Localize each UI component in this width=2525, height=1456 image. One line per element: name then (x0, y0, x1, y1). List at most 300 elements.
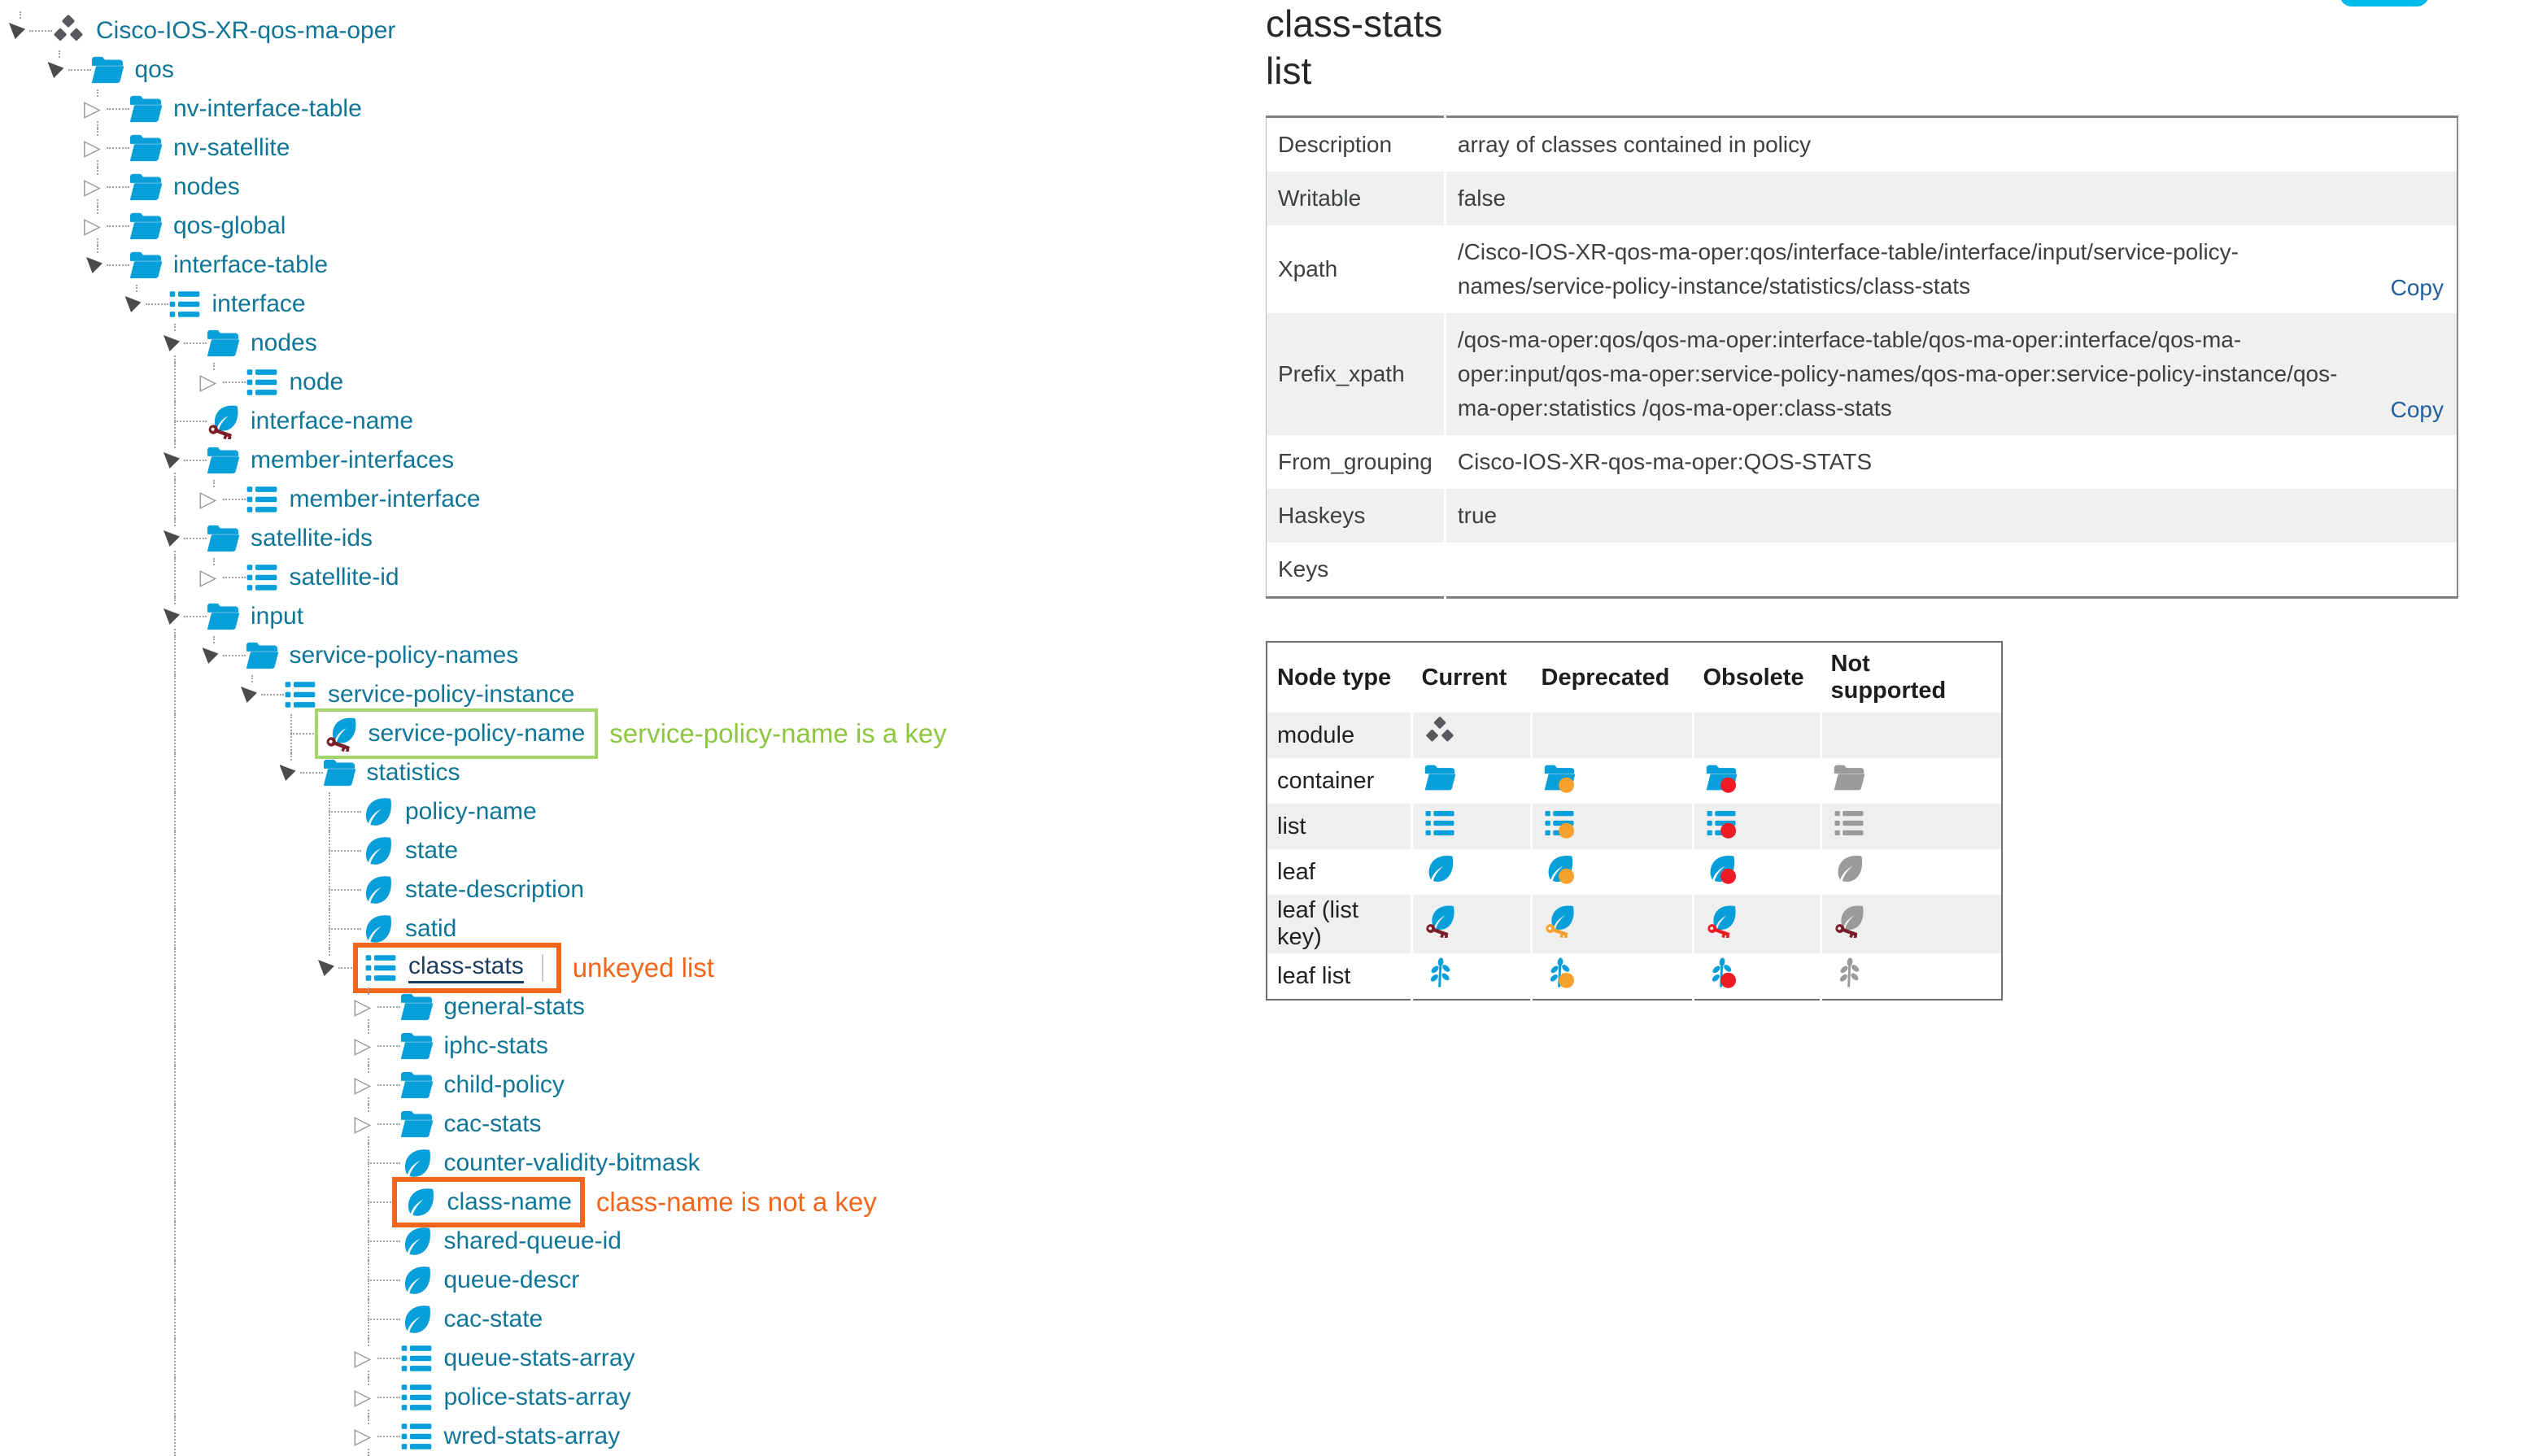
expand-icon[interactable]: ▷ (354, 1111, 372, 1136)
leaf-icon (360, 911, 395, 947)
list-icon (363, 950, 399, 986)
leaf-icon (1832, 852, 1866, 886)
tree-guide (174, 402, 176, 421)
detail-subtitle: list (1266, 50, 1312, 92)
tree-node-label[interactable]: cac-state (443, 1306, 543, 1332)
container-icon (1542, 761, 1576, 795)
tree-guide (377, 1045, 400, 1047)
tree-guide (377, 1358, 400, 1359)
leaf-icon (360, 872, 395, 908)
tree-node-label[interactable]: interface-table (173, 251, 329, 278)
legend-label: leaf (list key) (1267, 895, 1412, 953)
tree-guide (329, 929, 330, 948)
tree-node-interface-name (0, 402, 1253, 441)
tree-node-child-policy (0, 1066, 1253, 1105)
tree-node-label[interactable]: policy-name (405, 798, 537, 825)
tree-node-label[interactable]: service-policy-name (368, 720, 586, 747)
container-icon (205, 442, 241, 478)
tree-node-nv-satellite (0, 129, 1253, 168)
container-icon (1704, 761, 1738, 795)
tree-guide (368, 1279, 400, 1281)
tree-guide (107, 108, 129, 110)
tree-node-general-stats (0, 987, 1253, 1027)
expand-icon[interactable]: ▷ (354, 1072, 372, 1097)
expand-icon[interactable]: ▷ (354, 1033, 372, 1058)
tree-node-statistics (0, 753, 1253, 792)
tree-guide (174, 636, 176, 675)
tree-node-wred-stats-array (0, 1417, 1253, 1456)
leaflist-icon (1832, 956, 1866, 990)
tree-guide (174, 1144, 176, 1183)
container-icon (399, 1028, 434, 1064)
tree-guide (368, 1162, 400, 1164)
tree-node-iphc-stats (0, 1027, 1253, 1066)
tree-node-member-interface (0, 480, 1253, 519)
tree-node-label[interactable]: state-description (405, 876, 585, 903)
leaflist-icon (1542, 956, 1576, 990)
expand-icon[interactable]: ▷ (84, 135, 101, 160)
detail-label: Haskeys (1267, 489, 1446, 543)
annotation-text: unkeyed list (572, 953, 714, 983)
tree-node-label[interactable]: general-stats (443, 993, 585, 1020)
tree-guide (174, 792, 176, 831)
expand-icon[interactable]: ▷ (199, 565, 217, 590)
tree-node-member-interfaces (0, 441, 1253, 480)
tree-guide (329, 889, 361, 891)
tree-guide (329, 831, 330, 851)
tree-guide (368, 1222, 369, 1241)
detail-label: Xpath (1278, 256, 1338, 281)
tree-node-label[interactable]: service-policy-names (289, 642, 519, 669)
tree-node-label[interactable]: Cisco-IOS-XR-qos-ma-oper (96, 17, 396, 44)
tree-guide (223, 381, 246, 383)
legend-icon-cell (1694, 804, 1821, 849)
tree-guide (300, 772, 323, 774)
copy-link[interactable]: Copy (2390, 275, 2444, 300)
legend-row-leaf list (1267, 953, 2002, 1000)
container-icon (244, 638, 280, 674)
expand-icon[interactable]: ▷ (84, 174, 101, 199)
tree-node-state (0, 831, 1253, 870)
tree-guide (174, 831, 176, 870)
tree-guide (174, 421, 207, 422)
tree-node-label[interactable]: child-policy (443, 1071, 565, 1098)
tree-guide (368, 1280, 369, 1300)
tree-guide (174, 1417, 176, 1456)
tree-guide (174, 1261, 176, 1300)
leaflist-icon (1704, 956, 1738, 990)
detail-value: /Cisco-IOS-XR-qos-ma-oper:qos/interface-table/interface/input/service-policy-names/service-policy-instance/statistics/class-stats Copy (1445, 225, 2457, 313)
tree-guide (329, 850, 361, 852)
highlight-box-green (315, 708, 599, 759)
list-icon (244, 364, 280, 400)
tree-node-label[interactable]: interface-name (251, 408, 414, 434)
copy-link[interactable]: Copy (2390, 397, 2444, 422)
expand-icon[interactable]: ▷ (354, 994, 372, 1019)
tree-guide (368, 1319, 400, 1320)
tree-guide (368, 1240, 400, 1242)
list-icon (1542, 806, 1576, 840)
tree-guide (368, 1319, 369, 1339)
leaflist-icon (1423, 956, 1457, 990)
tree-guide (174, 421, 176, 441)
tree-node-queue-stats-array (0, 1339, 1253, 1378)
tree-node-interface-table (0, 246, 1253, 285)
tree-node-interface (0, 285, 1253, 324)
tree-guide (377, 1123, 400, 1125)
tree-node-label[interactable]: member-interfaces (251, 447, 455, 473)
tree-node-satellite-ids (0, 519, 1253, 558)
tree-node-label[interactable]: queue-descr (443, 1266, 580, 1293)
legend-icon-cell (1412, 895, 1532, 953)
tree-node-cac-stats (0, 1105, 1253, 1144)
tree-guide (184, 342, 207, 344)
leaf-icon (399, 1145, 434, 1181)
tree-guide (184, 538, 207, 539)
tree-guide (174, 1300, 176, 1339)
legend-icon-cell (1821, 758, 2003, 804)
tree-node-label[interactable]: nv-satellite (173, 134, 290, 161)
tree-node-label[interactable]: class-stats (408, 953, 524, 983)
tree-node-label[interactable]: input (251, 603, 304, 630)
tree-guide (368, 1163, 369, 1183)
tree-node-shared-queue-id (0, 1222, 1253, 1261)
tree-node-nodes (0, 324, 1253, 363)
tree-node-node (0, 363, 1253, 402)
tree-node-label[interactable]: node (289, 368, 344, 395)
tree-guide (107, 186, 129, 188)
expand-icon[interactable]: ▷ (84, 96, 101, 121)
tree-node-label[interactable]: qos (134, 56, 174, 83)
node-type-legend-table (1266, 641, 2003, 1000)
leaf-icon (1542, 852, 1576, 886)
legend-row-list (1267, 804, 2002, 849)
tree-guide (329, 851, 330, 870)
expand-icon[interactable]: ▷ (199, 486, 217, 512)
leafkey-icon (323, 716, 359, 752)
tree-guide (107, 225, 129, 227)
tree-node-qos-global (0, 207, 1253, 246)
legend-icon-cell (1694, 758, 1821, 804)
detail-title: class-stats (1266, 2, 1443, 45)
tree-node-satellite-id (0, 558, 1253, 597)
tree-node-label[interactable]: nodes (173, 173, 240, 200)
leafkey-icon (1832, 904, 1866, 938)
container-icon (399, 1106, 434, 1142)
container-icon (321, 755, 357, 791)
detail-label: Keys (1278, 556, 1329, 582)
container-icon (205, 599, 241, 634)
tree-guide (174, 1066, 176, 1105)
tree-guide (174, 675, 176, 714)
list-icon (1423, 806, 1457, 840)
tree-node-class-stats (0, 948, 1253, 987)
tree-guide (329, 909, 330, 929)
detail-label: Writable (1267, 172, 1446, 225)
list-icon (399, 1419, 434, 1454)
tree-node-label[interactable]: queue-stats-array (443, 1345, 635, 1371)
legend-icon-cell (1694, 895, 1821, 953)
expand-icon[interactable]: ▷ (354, 1345, 372, 1371)
tree-guide (261, 694, 284, 695)
tree-guide (368, 1261, 369, 1280)
expand-icon[interactable]: ▷ (354, 1423, 372, 1449)
tree-guide (184, 616, 207, 617)
container-icon (1832, 761, 1866, 795)
tree-guide (174, 558, 176, 597)
tree-node-label[interactable]: iphc-stats (443, 1032, 548, 1059)
legend-icon-cell (1821, 849, 2003, 895)
annotation-text: class-name is not a key (595, 1187, 877, 1217)
tree-guide (329, 870, 330, 890)
detail-value: Cisco-IOS-XR-qos-ma-oper:QOS-STATS (1445, 435, 2457, 489)
legend-icon-cell (1532, 804, 1694, 849)
container-icon (89, 52, 125, 88)
expand-icon[interactable]: ▷ (84, 213, 101, 238)
tree-guide (368, 1183, 369, 1202)
tree-guide (174, 1027, 176, 1066)
legend-icon-cell (1532, 713, 1694, 758)
list-icon (282, 677, 318, 713)
detail-value: array of classes contained in policy (1445, 117, 2457, 172)
legend-label: module (1267, 713, 1412, 758)
tree-guide (107, 264, 129, 266)
tree-guide (377, 1084, 400, 1086)
legend-row-leaf (list key) (1267, 895, 2002, 953)
tree-node-nv-interface-table (0, 89, 1253, 129)
node-detail-panel (1266, 0, 2462, 1000)
tree-node-label[interactable]: class-name (447, 1188, 572, 1215)
tree-node-policy-name (0, 792, 1253, 831)
expand-icon[interactable]: ▷ (354, 1384, 372, 1410)
expand-icon[interactable]: ▷ (199, 369, 217, 395)
tree-guide (377, 1006, 400, 1008)
tree-node-service-policy-names (0, 636, 1253, 675)
tree-node-label[interactable]: nodes (251, 329, 317, 356)
legend-header: Obsolete (1703, 664, 1804, 691)
tree-node-queue-descr (0, 1261, 1253, 1300)
tree-node-label[interactable]: nv-interface-table (173, 95, 362, 122)
tree-guide (174, 1105, 176, 1144)
leafkey-icon (205, 403, 241, 439)
detail-row-Description (1267, 117, 2458, 172)
tree-node-label[interactable]: police-stats-array (443, 1384, 631, 1410)
detail-row-Prefix_xpath (1267, 313, 2458, 435)
leafkey-icon (1542, 904, 1576, 938)
tree-guide (329, 890, 330, 909)
tree-node-label[interactable]: satellite-id (289, 564, 399, 591)
tree-guide (223, 577, 246, 578)
tree-node-label[interactable]: state (405, 837, 459, 864)
tree-guide (174, 714, 176, 753)
highlight-box-orange (392, 1177, 585, 1227)
tree-guide (377, 1397, 400, 1398)
container-icon (128, 169, 164, 205)
yang-model-tree (0, 11, 1253, 1456)
tree-guide (107, 147, 129, 149)
tree-guide (368, 1241, 369, 1261)
leaf-icon (399, 1301, 434, 1337)
tree-guide (368, 1144, 369, 1163)
tree-guide (174, 1378, 176, 1417)
tree-guide (290, 734, 292, 753)
container-icon (128, 247, 164, 283)
leaf-icon (399, 1223, 434, 1259)
tree-node-label[interactable]: statistics (366, 759, 460, 786)
annotation-text: service-policy-name is a key (609, 718, 947, 748)
tree-node-label[interactable]: member-interface (289, 486, 481, 512)
legend-header: Current (1421, 664, 1507, 691)
tree-node-service-policy-name (0, 714, 1253, 753)
legend-icon-cell (1821, 953, 2003, 1000)
leafkey-icon (1704, 904, 1738, 938)
legend-icon-cell (1821, 895, 2003, 953)
container-icon (205, 521, 241, 556)
tree-guide (174, 480, 176, 519)
tree-guide (329, 812, 330, 831)
list-icon (1704, 806, 1738, 840)
tree-guide (223, 499, 246, 500)
tree-node-class-name (0, 1183, 1253, 1222)
leaf-icon (360, 794, 395, 830)
legend-header-row (1267, 642, 2002, 713)
legend-icon-cell (1412, 804, 1532, 849)
legend-icon-cell (1694, 713, 1821, 758)
tree-guide (368, 1202, 369, 1222)
tree-guide (184, 460, 207, 461)
tree-guide (146, 303, 168, 305)
tree-node-state-description (0, 870, 1253, 909)
tree-node-label[interactable]: cac-stats (443, 1110, 542, 1137)
list-icon (399, 1340, 434, 1376)
list-icon (399, 1380, 434, 1415)
module-icon (1423, 715, 1457, 749)
module-icon (50, 13, 86, 49)
tree-guide (329, 811, 361, 813)
detail-row-From_grouping (1267, 435, 2458, 489)
leaf-icon (402, 1184, 438, 1220)
tree-guide (174, 1339, 176, 1378)
legend-icon-cell (1412, 713, 1532, 758)
legend-row-leaf (1267, 849, 2002, 895)
detail-label: Description (1278, 132, 1393, 157)
tree-guide (174, 909, 176, 948)
tree-node-police-stats-array (0, 1378, 1253, 1417)
legend-icon-cell (1412, 953, 1532, 1000)
tree-node-label[interactable]: satellite-ids (251, 525, 373, 551)
tree-guide (368, 1300, 369, 1319)
legend-icon-cell (1694, 953, 1821, 1000)
tree-guide (377, 1436, 400, 1437)
tree-guide (68, 69, 91, 71)
legend-header: Node type (1277, 664, 1392, 691)
detail-label: Prefix_xpath (1267, 313, 1446, 435)
detail-value: /qos-ma-oper:qos/qos-ma-oper:interface-table/qos-ma-oper:interface/qos-ma-oper:input/qos-ma-oper:service-policy-names/qos-ma-oper:service-policy-instance/qos-ma-oper:statistics /qos-ma-oper:class-stats Copy (1445, 313, 2457, 435)
legend-icon-cell (1532, 895, 1694, 953)
tree-node-input (0, 597, 1253, 636)
tree-guide (290, 714, 292, 734)
list-icon (167, 286, 203, 322)
tree-guide (174, 1222, 176, 1261)
node-properties-table (1266, 116, 2458, 599)
detail-value (1445, 543, 2457, 598)
legend-icon-cell (1821, 804, 2003, 849)
tree-node-cac-state (0, 1300, 1253, 1339)
tree-guide (174, 753, 176, 792)
tree-node-nodes (0, 168, 1253, 207)
legend-icon-cell (1532, 849, 1694, 895)
legend-icon-cell (1532, 758, 1694, 804)
legend-label: container (1277, 767, 1375, 794)
tree-guide (329, 928, 361, 930)
container-icon (128, 130, 164, 166)
highlight-box-orange (353, 943, 561, 993)
legend-icon-cell (1412, 849, 1532, 895)
detail-row-Xpath (1267, 225, 2458, 313)
detail-value: false (1445, 172, 2457, 225)
legend-label: list (1267, 804, 1412, 849)
tree-guide (174, 1183, 176, 1222)
tree-node-label[interactable]: qos-global (173, 212, 286, 239)
tree-node-label[interactable]: shared-queue-id (443, 1227, 621, 1254)
tree-node-label[interactable]: satid (405, 915, 457, 942)
list-icon (244, 560, 280, 595)
detail-row-Haskeys (1267, 489, 2458, 543)
container-icon (1423, 761, 1457, 795)
container-icon (205, 325, 241, 361)
tree-node-label[interactable]: interface (212, 290, 306, 317)
tree-guide (29, 30, 52, 32)
detail-label: From_grouping (1278, 449, 1433, 474)
legend-icon-cell (1821, 713, 2003, 758)
tree-guide (329, 792, 330, 812)
tree-guide (174, 948, 176, 987)
legend-row-container (1267, 758, 2002, 804)
tree-guide (174, 363, 176, 402)
container-icon (128, 208, 164, 244)
detail-row-Keys (1267, 543, 2458, 598)
legend-icon-cell (1412, 758, 1532, 804)
container-icon (399, 1067, 434, 1103)
tree-node-label[interactable]: service-policy-instance (328, 681, 575, 708)
legend-header: Deprecated (1541, 664, 1670, 691)
legend-header: Not supported (1830, 651, 1947, 704)
tree-guide (174, 987, 176, 1027)
legend-icon-cell (1694, 849, 1821, 895)
tree-node-qos (0, 50, 1253, 89)
tree-node-label[interactable]: wred-stats-array (443, 1423, 621, 1449)
leaf-icon (1423, 852, 1457, 886)
container-icon (399, 989, 434, 1025)
legend-label: leaf list (1277, 962, 1351, 989)
container-icon (128, 91, 164, 127)
box-divider (542, 954, 543, 982)
tree-guide (223, 655, 246, 656)
legend-row-module (1267, 713, 2002, 758)
tree-node-label[interactable]: counter-validity-bitmask (443, 1149, 700, 1176)
tree-guide (174, 870, 176, 909)
legend-label: leaf (1277, 858, 1315, 885)
detail-value: true (1445, 489, 2457, 543)
leaf-icon (360, 833, 395, 869)
list-icon (1832, 806, 1866, 840)
detail-row-Writable (1267, 172, 2458, 225)
list-icon (244, 482, 280, 517)
leafkey-icon (1423, 904, 1457, 938)
tree-node-Cisco-IOS-XR-qos-ma-oper (0, 11, 1253, 50)
leaf-icon (1704, 852, 1738, 886)
leaf-icon (399, 1262, 434, 1298)
